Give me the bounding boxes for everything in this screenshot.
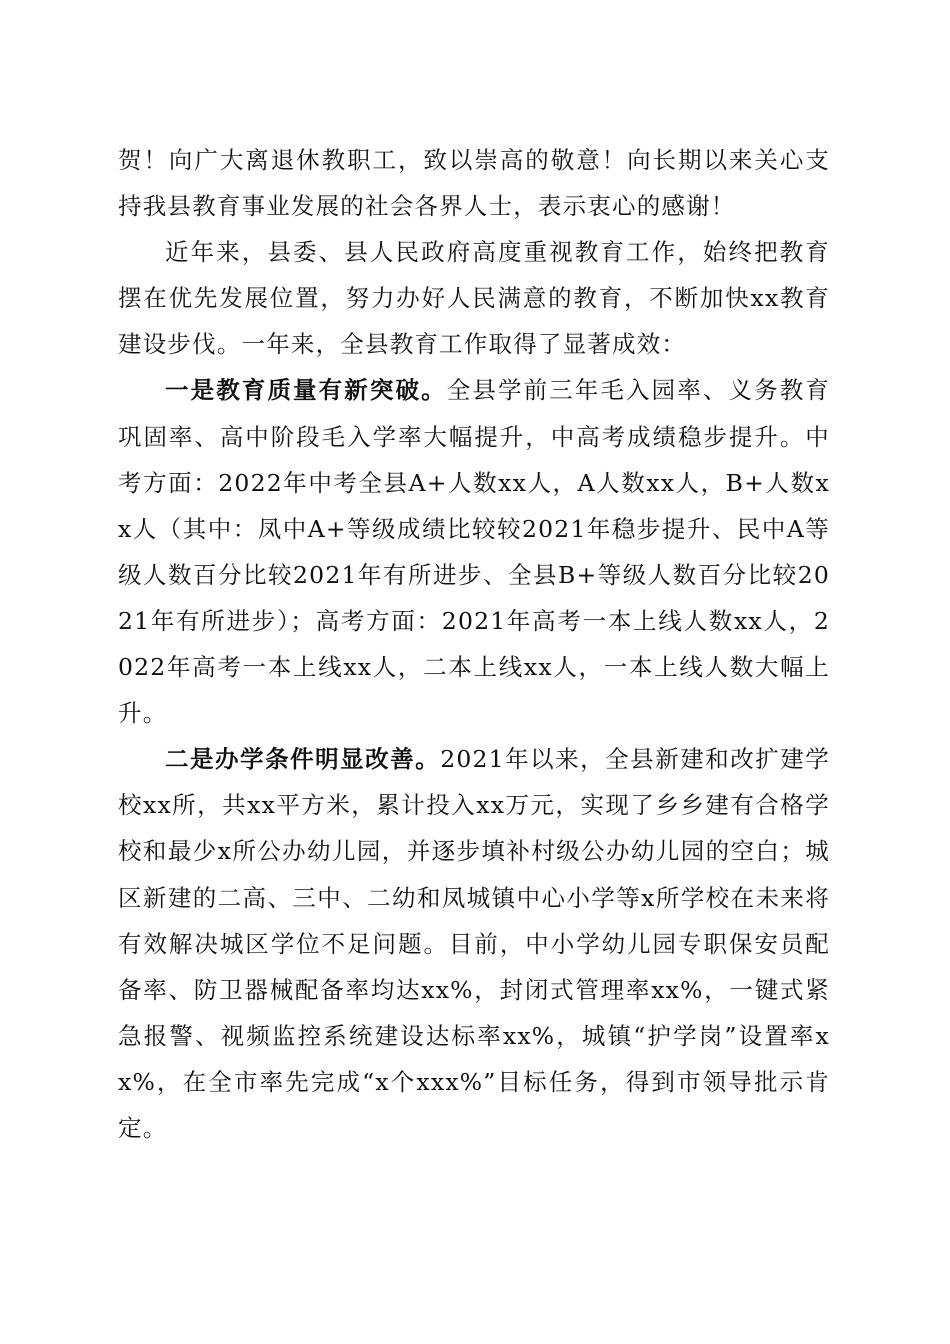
paragraph-text: 全县学前三年毛入园率、义务教育巩固率、高中阶段毛入学率大幅提升，中高考成绩稳步提升。中考方面：2022年中考全县A+人数xx人，A人数xx人，B+人数xx人（其中：凤中A+等级成绩比较较2021年稳步提升、民中A等级人数百分比较2021年有所进步、全县B+等级人数百分比较2021年有所进步）；高考方面：2021年高考一本上线人数xx人，2022年高考一本上线xx人，二本上线xx人，一本上线人数大幅上升。 <box>118 376 831 728</box>
paragraph-continuation <box>118 137 830 229</box>
paragraph-education-quality <box>118 367 830 736</box>
paragraph-text: 近年来，县委、县人民政府高度重视教育工作，始终把教育摆在优先发展位置，努力办好人民满意的教育，不断加快xx教育建设步伐。一年来，全县教育工作取得了显著成效： <box>118 238 830 359</box>
paragraph-intro <box>118 229 830 367</box>
paragraph-school-conditions <box>118 736 830 1151</box>
paragraph-text: 2021年以来，全县新建和改扩建学校xx所，共xx平方米，累计投入xx万元，实现了乡乡建有合格学校和最少x所公办幼儿园，并逐步填补村级公办幼儿园的空白；城区新建的二高、三中、二幼和凤城镇中心小学等x所学校在未来将有效解决城区学位不足问题。目前，中小学幼儿园专职保安员配备率、防卫器械配备率均达xx%，封闭式管理率xx%，一键式紧急报警、视频监控系统建设达标率xx%，城镇“护学岗”设置率xx%，在全市率先完成“x个xxx%”目标任务，得到市领导批示肯定。 <box>118 745 830 1142</box>
paragraph-heading: 一是教育质量有新突破。 <box>165 376 447 405</box>
paragraph-heading: 二是办学条件明显改善。 <box>165 745 441 774</box>
document-body <box>118 137 830 1151</box>
paragraph-text: 贺！向广大离退休教职工，致以崇高的敬意！向长期以来关心支持我县教育事业发展的社会各界人士，表示衷心的感谢！ <box>118 146 830 221</box>
